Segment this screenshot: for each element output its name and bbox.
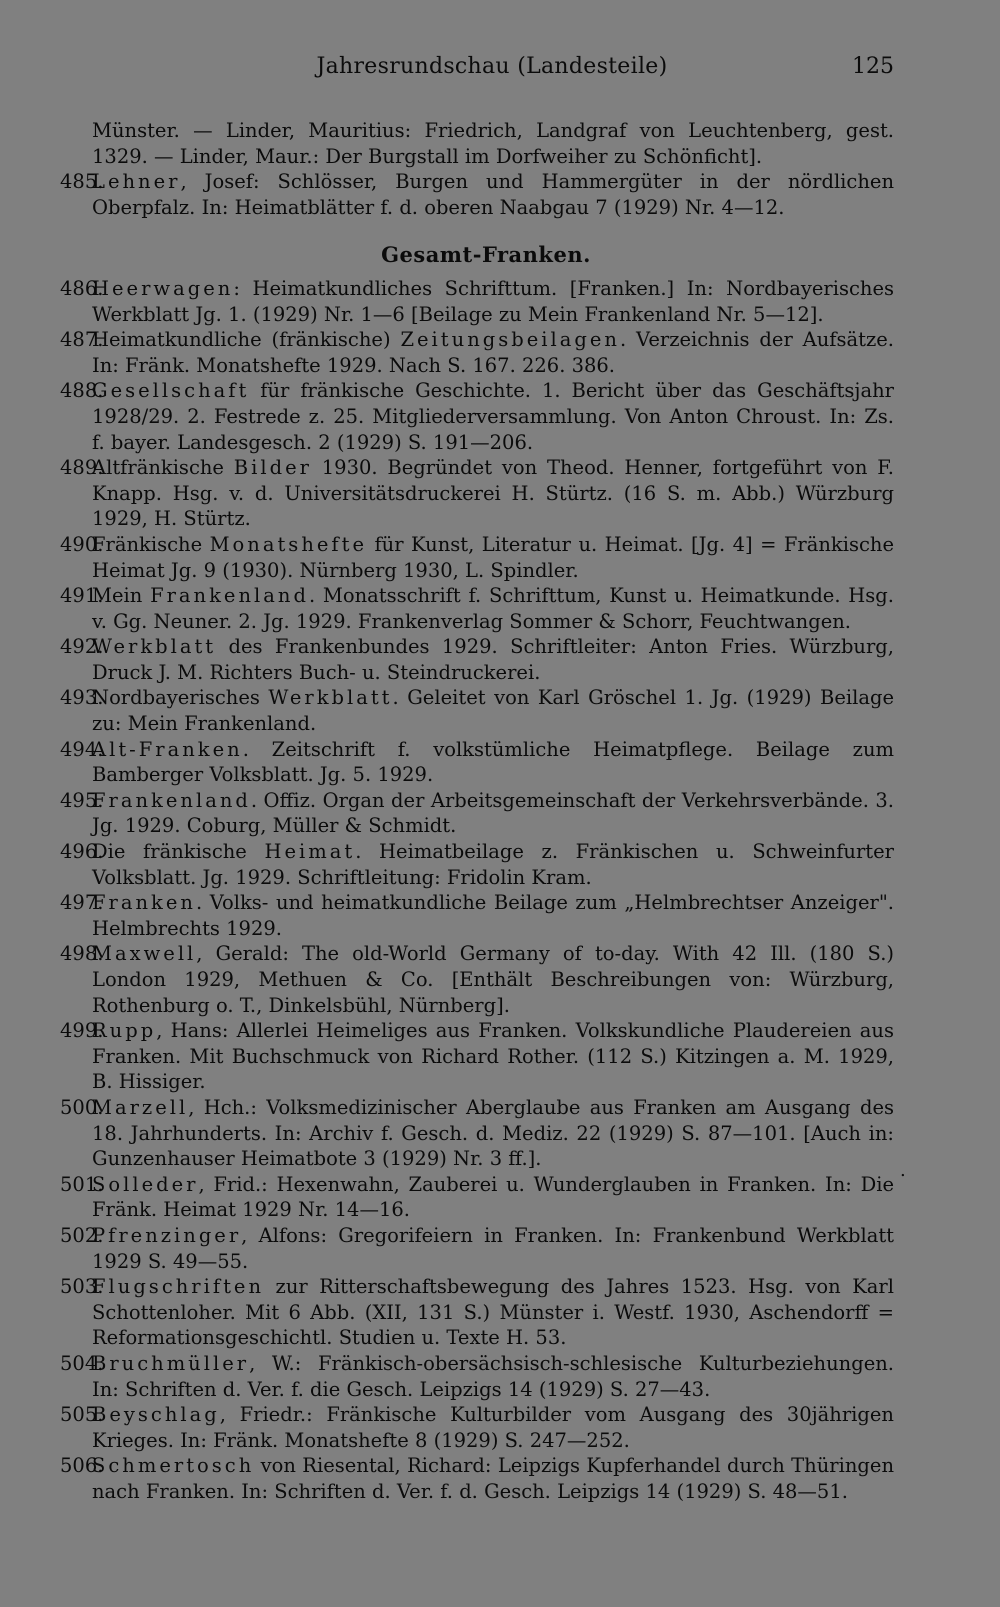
entry-number: 500 . [60, 1095, 90, 1121]
entry-author: Schmertosch [92, 1454, 255, 1478]
entry-number: 496 . [60, 839, 90, 865]
entry-author: Lehner [92, 170, 181, 194]
entry-number: 495 . [60, 788, 90, 814]
entry-keyword: Werkblatt [92, 635, 217, 659]
entry-text: . Monatsschrift f. Schrifttum, Kunst u. Heimatkunde. Hsg. v. Gg. Neuner. 2. Jg. 1929. Frankenverlag Sommer & Schorr, Feuchtwangen. [92, 584, 894, 633]
entry-number: 486 . [60, 276, 90, 302]
page-number: 125 [852, 54, 894, 79]
entry-number: 497 . [60, 890, 90, 916]
entry-text: . Zeitschrift f. volkstümliche Heimatpflege. Beilage zum Bamberger Volksblatt. Jg. 5. 1929. [92, 737, 894, 787]
bibliography-entry [60, 583, 894, 634]
bibliography-entry [60, 1351, 894, 1402]
continued-entry-text: Münster. — Linder, Mauritius: Friedrich, Landgraf von Leuchtenberg, gest. 1329. — Linder, Maur.: Der Burgstall im Dorfweiher zu Schönficht]. [92, 119, 894, 168]
entry-number: 499 . [60, 1018, 90, 1044]
bibliography-entry [60, 1223, 894, 1274]
entry-keyword: Alt-Franken [92, 737, 243, 761]
entry-text: , Alfons: Gregorifeiern in Franken. In: Frankenbund Werkblatt 1929 S. 49—55. [92, 1223, 894, 1273]
entry-text: zur Ritterschaftsbewegung des Jahres 1523. Hsg. von Karl Schottenloher. Mit 6 Abb. (XII, 131 S.) Münster i. Westf. 1930, Aschendorff = Reformationsgeschichtl. Studien u. Texte H. 53. [92, 1275, 894, 1350]
entry-list-b [60, 276, 895, 1505]
bibliography-entry [60, 1095, 894, 1172]
entry-keyword: Werkblatt [268, 686, 393, 710]
entry-text: , W.: Fränkisch-obersächsisch-schlesische Kulturbeziehungen. In: Schriften d. Ver. f. die Gesch. Leipzigs 14 (1929) S. 27—43. [92, 1351, 894, 1401]
entry-list-a [60, 169, 894, 220]
entry-keyword: Bilder [233, 456, 312, 480]
entry-number: 487 . [60, 327, 90, 353]
section-heading: Gesamt-Franken. [381, 242, 591, 268]
entry-number: 488 . [60, 378, 90, 404]
entry-prefix: Fränkische [92, 532, 210, 556]
bibliography-entry [60, 737, 894, 788]
entry-author: Bruchmüller [92, 1351, 250, 1375]
entry-number: 493 . [60, 685, 90, 711]
entry-number: 504 . [60, 1351, 90, 1377]
entry-author: Pfrenzinger [92, 1223, 242, 1247]
entry-number: 492 . [60, 634, 90, 660]
entry-number: 503 . [60, 1274, 90, 1300]
entry-number: 485 . [60, 169, 90, 195]
entry-text: für Kunst, Literatur u. Heimat. [Jg. 4] = Fränkische Heimat Jg. 9 (1930). Nürnberg 1930, L. Spindler. [92, 532, 894, 582]
entry-keyword: Monatshefte [209, 532, 368, 556]
entry-author: Heerwagen [92, 276, 234, 300]
entry-text: , Hans: Allerlei Heimeliges aus Franken. Volkskundliche Plaudereien aus Franken. Mit Buchschmuck von Richard Rother. (112 S.) Kitzingen a. M. 1929, B. Hissiger. [92, 1019, 894, 1094]
bibliography-entry [60, 169, 894, 220]
entry-author: Rupp [92, 1019, 157, 1043]
entry-text: . Offiz. Organ der Arbeitsgemeinschaft der Verkehrsverbände. 3. Jg. 1929. Coburg, Müller & Schmidt. [92, 788, 894, 838]
entry-text: , Gerald: The old-World Germany of to-day. With 42 Ill. (180 S.) London 1929, Methuen & Co. [Enthält Beschreibungen von: Würzburg, Rothenburg o. T., Dinkelsbühl, Nürnberg]. [92, 942, 894, 1017]
entry-keyword: Franken [92, 891, 196, 915]
running-head [90, 54, 894, 88]
entry-text: . Geleitet von Karl Gröschel 1. Jg. (1929) Beilage zu: Mein Frankenland. [92, 686, 894, 736]
entry-text: 1930. Begründet von Theod. Henner, fortgeführt von F. Knapp. Hsg. v. d. Universitätsdruckerei H. Stürtz. (16 S. m. Abb.) Würzburg 1929, H. Stürtz. [92, 456, 894, 531]
entry-prefix: Altfränkische [92, 456, 234, 480]
bibliography-entry [60, 839, 894, 890]
entry-text: , Hch.: Volksmedizinischer Aberglaube aus Franken am Ausgang des 18. Jahrhunderts. In: Archiv f. Gesch. d. Mediz. 22 (1929) S. 87—101. [Auch in: Gunzenhauser Heimatbote 3 (1929) Nr. 3 ff.]. [92, 1095, 894, 1171]
entry-keyword: Heimat [264, 840, 356, 864]
entry-text: , Frid.: Hexenwahn, Zauberei u. Wunderglauben in Franken. In: Die Fränk. Heimat 1929 Nr. 14—16. [92, 1172, 894, 1222]
entry-text: . Heimatbeilage z. Fränkischen u. Schweinfurter Volksblatt. Jg. 1929. Schriftleitung: Fridolin Kram. [92, 840, 894, 889]
entry-text: von Riesental, Richard: Leipzigs Kupferhandel durch Thüringen nach Franken. In: Schriften d. Ver. f. d. Gesch. Leipzigs 14 (1929) S. 48—51. [92, 1454, 894, 1503]
entry-text: . Volks- und heimatkundliche Beilage zum „Helmbrechtser Anzeiger". Helmbrechts 1929. [92, 891, 894, 940]
entry-text: : Heimatkundliches Schrifttum. [Franken.] In: Nordbayerisches Werkblatt Jg. 1. (1929) Nr. 1—6 [Beilage zu Mein Frankenland Nr. 5—12]. [92, 276, 894, 326]
entry-author: Beyschlag [92, 1403, 220, 1427]
entry-author: Maxwell [92, 942, 197, 966]
bibliography-entry [60, 378, 894, 455]
bibliography-entry [60, 455, 894, 532]
bibliography-entry [60, 685, 894, 736]
page-body [60, 118, 895, 1504]
bibliography-entry [60, 1018, 894, 1095]
entry-number: 489 . [60, 455, 90, 481]
entry-prefix: Nordbayerisches [92, 686, 269, 710]
entry-prefix: Mein [92, 584, 151, 608]
bibliography-entry [60, 1274, 894, 1351]
entry-author: Marzell [92, 1095, 189, 1119]
entry-prefix: Die fränkische [92, 840, 265, 864]
entry-text: des Frankenbundes 1929. Schriftleiter: Anton Fries. Würzburg, Druck J. M. Richters Buch- u. Steindruckerei. [92, 635, 894, 684]
bibliography-entry [60, 941, 894, 1018]
entry-text: , Josef: Schlösser, Burgen und Hammergüter in der nördlichen Oberpfalz. In: Heimatblätter f. d. oberen Naabgau 7 (1929) Nr. 4—12. [92, 170, 894, 219]
entry-number: 502 . [60, 1223, 90, 1249]
entry-number: 505 . [60, 1402, 90, 1428]
entry-text: für fränkische Geschichte. 1. Bericht über das Geschäftsjahr 1928/29. 2. Festrede z. 25. Mitgliederversammlung. Von Anton Chroust. In: Zs. f. bayer. Landesgesch. 2 (1929) S. 191—206. [92, 379, 894, 454]
bibliography-entry [60, 327, 895, 378]
entry-number: 491 . [60, 583, 90, 609]
bibliography-entry [60, 1402, 894, 1453]
entry-prefix: Heimatkundliche (fränkische) [92, 328, 401, 352]
running-head-title: Jahresrundschau (Landesteile) [316, 54, 668, 79]
bibliography-entry [60, 532, 894, 583]
entry-keyword: Flugschriften [92, 1275, 265, 1299]
entry-text: . Verzeichnis der Aufsätze. In: Fränk. Monatshefte 1929. Nach S. 167. 226. 386. [92, 328, 895, 377]
bibliography-entry [60, 634, 894, 685]
entry-number: 501 . [60, 1172, 90, 1198]
bibliography-entry [60, 890, 894, 941]
entry-author: Solleder [92, 1172, 199, 1196]
entry-keyword: Frankenland [92, 788, 251, 812]
entry-keyword: Gesellschaft [92, 379, 250, 403]
entry-keyword: Frankenland [150, 584, 309, 608]
entry-keyword: Zeitungsbeilagen [400, 328, 620, 352]
entry-text: , Friedr.: Fränkische Kulturbilder vom Ausgang des 30jährigen Krieges. In: Fränk. Monatshefte 8 (1929) S. 247—252. [92, 1403, 894, 1452]
entry-number: 490 . [60, 532, 90, 558]
entry-number: 494 . [60, 737, 90, 763]
bibliography-entry [60, 1172, 894, 1223]
entry-number: 498 . [60, 941, 90, 967]
bibliography-entry [60, 276, 894, 327]
margin-mark: . [900, 1160, 906, 1181]
bibliography-entry [60, 788, 894, 839]
entry-number: 506 . [60, 1453, 90, 1479]
bibliography-entry [60, 1453, 894, 1504]
